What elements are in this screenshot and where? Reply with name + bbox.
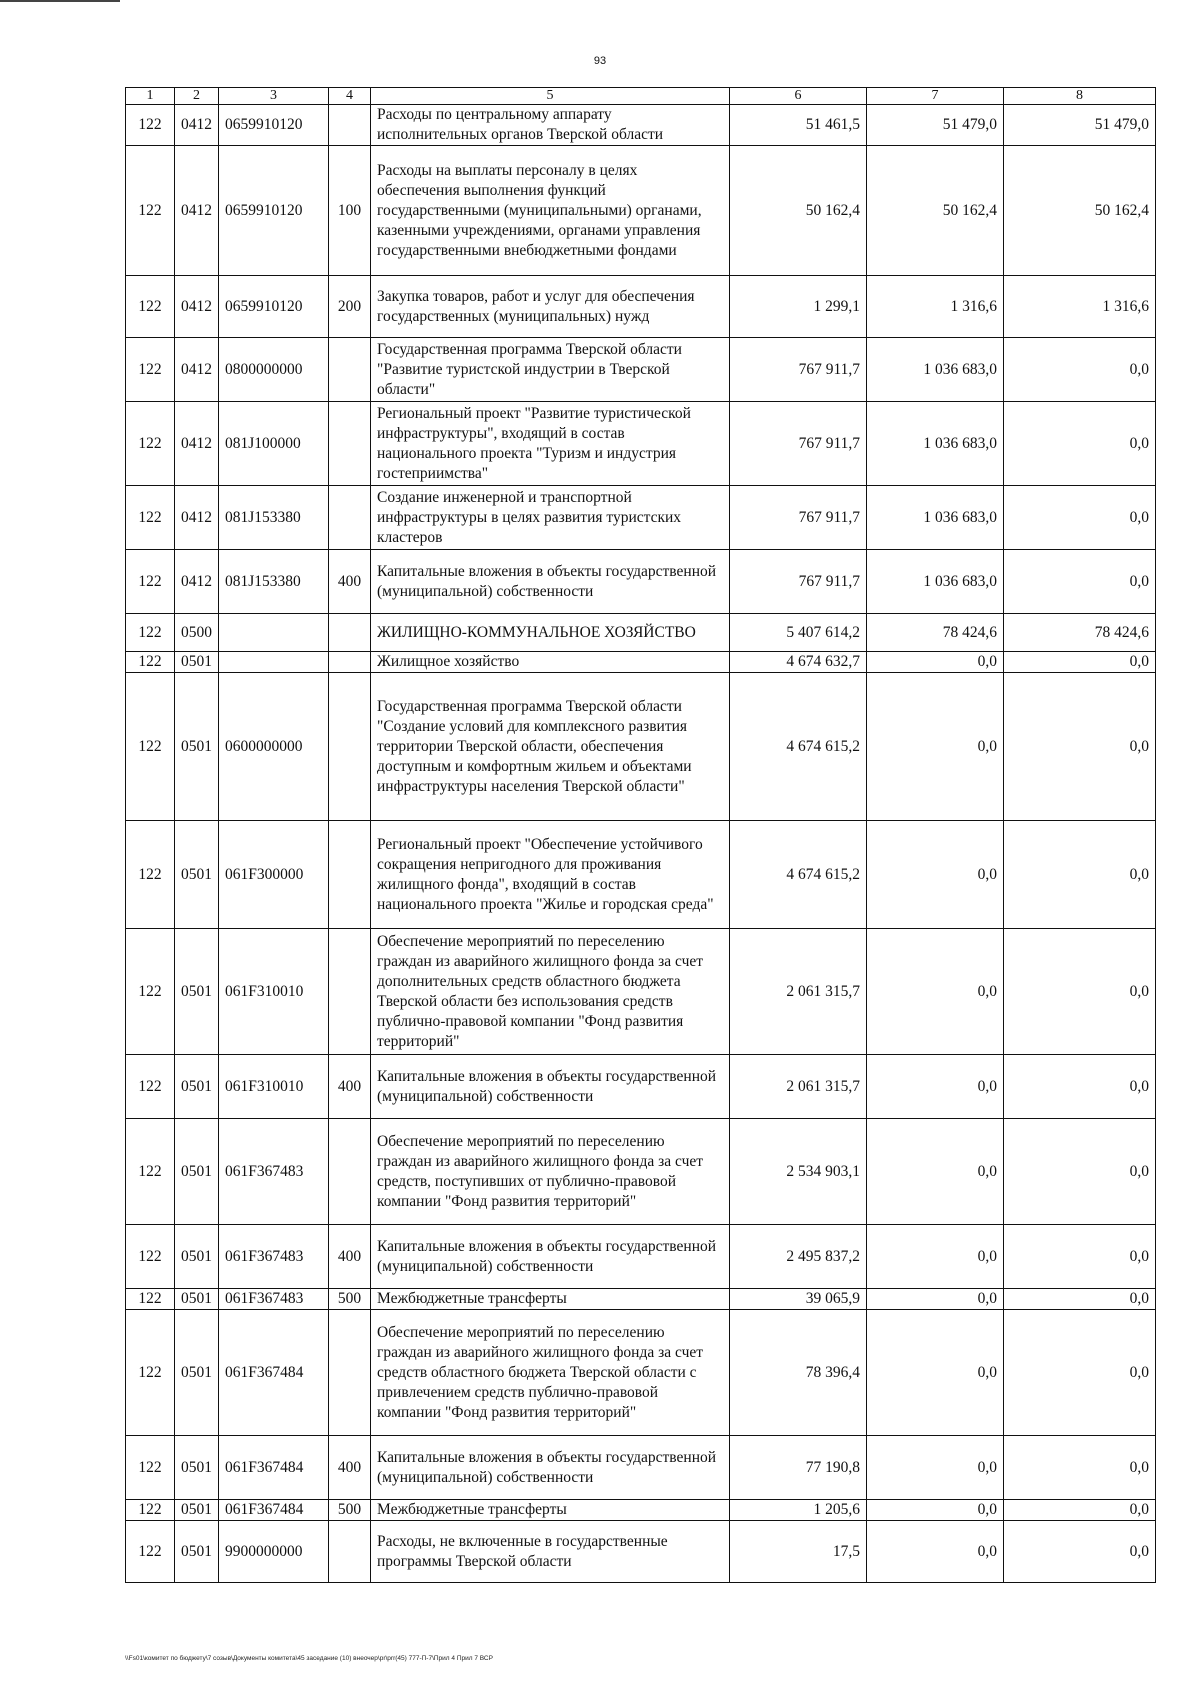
cell-target-article: 081J100000	[219, 402, 329, 486]
cell-section: 0412	[175, 486, 219, 550]
cell-target-article: 0600000000	[219, 673, 329, 821]
cell-amount-col7: 1 316,6	[867, 276, 1004, 338]
cell-description: Капитальные вложения в объекты государственной (муниципальной) собственности	[371, 1436, 730, 1500]
cell-description: Государственная программа Тверской области "Создание условий для комплексного развития территории Тверской области, обеспечения доступным и комфортным жильем и объектами инфраструктуры населения Тверской области"	[371, 673, 730, 821]
cell-section: 0501	[175, 1500, 219, 1521]
cell-amount-col6: 767 911,7	[730, 550, 867, 614]
table-row	[126, 1500, 1156, 1521]
cell-amount-col6: 2 495 837,2	[730, 1225, 867, 1289]
cell-amount-col7: 0,0	[867, 1500, 1004, 1521]
cell-description: Жилищное хозяйство	[371, 652, 730, 673]
cell-expense-type	[329, 1521, 371, 1583]
cell-section: 0501	[175, 1289, 219, 1310]
cell-section: 0501	[175, 929, 219, 1055]
cell-expense-type: 400	[329, 1225, 371, 1289]
cell-amount-col7: 50 162,4	[867, 146, 1004, 276]
cell-amount-col6: 1 299,1	[730, 276, 867, 338]
cell-description: Расходы на выплаты персоналу в целях обеспечения выполнения функций государственными (муниципальными) органами, казенными учреждениями, органами управления государственными внебюджетными фондами	[371, 146, 730, 276]
cell-description: ЖИЛИЩНО-КОММУНАЛЬНОЕ ХОЗЯЙСТВО	[371, 614, 730, 652]
table-row	[126, 1119, 1156, 1225]
cell-description: Межбюджетные трансферты	[371, 1289, 730, 1310]
table-row	[126, 105, 1156, 146]
cell-ministry: 122	[126, 105, 175, 146]
page-number: 93	[593, 55, 607, 67]
cell-section: 0412	[175, 550, 219, 614]
cell-target-article: 0659910120	[219, 146, 329, 276]
cell-description: Обеспечение мероприятий по переселению граждан из аварийного жилищного фонда за счет дополнительных средств областного бюджета Тверской области без использования средств публично-правовой компании "Фонд развития территорий"	[371, 929, 730, 1055]
cell-ministry: 122	[126, 1521, 175, 1583]
col-header: 4	[329, 88, 371, 105]
cell-expense-type	[329, 652, 371, 673]
cell-amount-col8: 0,0	[1004, 821, 1156, 929]
cell-amount-col6: 2 061 315,7	[730, 929, 867, 1055]
cell-amount-col7: 0,0	[867, 1521, 1004, 1583]
cell-amount-col6: 2 534 903,1	[730, 1119, 867, 1225]
table-header-row	[126, 88, 1156, 105]
cell-amount-col7: 0,0	[867, 652, 1004, 673]
table-row	[126, 929, 1156, 1055]
cell-amount-col8: 0,0	[1004, 673, 1156, 821]
cell-target-article	[219, 614, 329, 652]
table-row	[126, 614, 1156, 652]
cell-ministry: 122	[126, 673, 175, 821]
cell-amount-col6: 5 407 614,2	[730, 614, 867, 652]
cell-ministry: 122	[126, 1310, 175, 1436]
cell-amount-col7: 0,0	[867, 1436, 1004, 1500]
cell-target-article: 061F367483	[219, 1289, 329, 1310]
table-row	[126, 1521, 1156, 1583]
cell-target-article: 061F367483	[219, 1225, 329, 1289]
cell-amount-col8: 0,0	[1004, 1521, 1156, 1583]
cell-amount-col8: 0,0	[1004, 1055, 1156, 1119]
cell-amount-col6: 1 205,6	[730, 1500, 867, 1521]
cell-target-article: 0659910120	[219, 276, 329, 338]
cell-expense-type	[329, 402, 371, 486]
cell-amount-col8: 0,0	[1004, 1119, 1156, 1225]
table-row	[126, 402, 1156, 486]
cell-amount-col8: 0,0	[1004, 486, 1156, 550]
cell-ministry: 122	[126, 402, 175, 486]
table-row	[126, 821, 1156, 929]
cell-target-article: 081J153380	[219, 486, 329, 550]
cell-expense-type: 400	[329, 1055, 371, 1119]
cell-section: 0501	[175, 821, 219, 929]
cell-ministry: 122	[126, 1055, 175, 1119]
cell-expense-type	[329, 614, 371, 652]
cell-amount-col8: 51 479,0	[1004, 105, 1156, 146]
cell-target-article: 061F300000	[219, 821, 329, 929]
col-header: 3	[219, 88, 329, 105]
cell-ministry: 122	[126, 614, 175, 652]
cell-section: 0501	[175, 1119, 219, 1225]
cell-ministry: 122	[126, 338, 175, 402]
cell-section: 0501	[175, 1225, 219, 1289]
cell-expense-type	[329, 673, 371, 821]
col-header: 6	[730, 88, 867, 105]
cell-amount-col6: 17,5	[730, 1521, 867, 1583]
cell-ministry: 122	[126, 550, 175, 614]
cell-ministry: 122	[126, 1119, 175, 1225]
cell-expense-type	[329, 338, 371, 402]
cell-target-article: 061F367483	[219, 1119, 329, 1225]
cell-amount-col6: 77 190,8	[730, 1436, 867, 1500]
cell-section: 0412	[175, 338, 219, 402]
cell-amount-col6: 767 911,7	[730, 338, 867, 402]
cell-amount-col7: 0,0	[867, 1055, 1004, 1119]
cell-description: Обеспечение мероприятий по переселению граждан из аварийного жилищного фонда за счет средств областного бюджета Тверской области с привлечением средств публично-правовой компании "Фонд развития территорий"	[371, 1310, 730, 1436]
cell-expense-type	[329, 821, 371, 929]
cell-description: Капитальные вложения в объекты государственной (муниципальной) собственности	[371, 1225, 730, 1289]
cell-amount-col8: 0,0	[1004, 550, 1156, 614]
table-row	[126, 486, 1156, 550]
cell-amount-col7: 0,0	[867, 929, 1004, 1055]
cell-section: 0501	[175, 1310, 219, 1436]
cell-amount-col6: 4 674 632,7	[730, 652, 867, 673]
cell-target-article: 0800000000	[219, 338, 329, 402]
scan-edge-mark	[0, 0, 120, 2]
cell-amount-col7: 0,0	[867, 1289, 1004, 1310]
cell-section: 0500	[175, 614, 219, 652]
cell-section: 0412	[175, 146, 219, 276]
table-row	[126, 1225, 1156, 1289]
cell-amount-col6: 4 674 615,2	[730, 821, 867, 929]
cell-expense-type	[329, 105, 371, 146]
cell-description: Расходы, не включенные в государственные программы Тверской области	[371, 1521, 730, 1583]
cell-section: 0501	[175, 1436, 219, 1500]
cell-amount-col6: 2 061 315,7	[730, 1055, 867, 1119]
cell-amount-col8: 1 316,6	[1004, 276, 1156, 338]
cell-section: 0501	[175, 652, 219, 673]
cell-description: Государственная программа Тверской области "Развитие туристской индустрии в Тверской области"	[371, 338, 730, 402]
cell-amount-col8: 0,0	[1004, 1436, 1156, 1500]
cell-expense-type	[329, 486, 371, 550]
cell-amount-col7: 1 036 683,0	[867, 402, 1004, 486]
cell-target-article	[219, 652, 329, 673]
cell-target-article: 061F310010	[219, 1055, 329, 1119]
cell-ministry: 122	[126, 1500, 175, 1521]
cell-amount-col7: 0,0	[867, 1119, 1004, 1225]
cell-amount-col7: 78 424,6	[867, 614, 1004, 652]
col-header: 5	[371, 88, 730, 105]
cell-amount-col7: 1 036 683,0	[867, 486, 1004, 550]
cell-amount-col8: 0,0	[1004, 929, 1156, 1055]
table-row	[126, 276, 1156, 338]
cell-amount-col6: 39 065,9	[730, 1289, 867, 1310]
cell-expense-type: 400	[329, 1436, 371, 1500]
cell-description: Расходы по центральному аппарату исполнительных органов Тверской области	[371, 105, 730, 146]
cell-amount-col7: 51 479,0	[867, 105, 1004, 146]
cell-amount-col8: 0,0	[1004, 1225, 1156, 1289]
table-row	[126, 1310, 1156, 1436]
cell-amount-col8: 0,0	[1004, 1289, 1156, 1310]
cell-amount-col8: 0,0	[1004, 402, 1156, 486]
cell-target-article: 061F310010	[219, 929, 329, 1055]
col-header: 8	[1004, 88, 1156, 105]
cell-description: Закупка товаров, работ и услуг для обеспечения государственных (муниципальных) нужд	[371, 276, 730, 338]
cell-amount-col6: 51 461,5	[730, 105, 867, 146]
cell-amount-col7: 0,0	[867, 821, 1004, 929]
budget-table	[125, 87, 1156, 1583]
cell-expense-type: 400	[329, 550, 371, 614]
cell-description: Обеспечение мероприятий по переселению граждан из аварийного жилищного фонда за счет средств, поступивших от публично-правовой компании "Фонд развития территорий"	[371, 1119, 730, 1225]
table-row	[126, 652, 1156, 673]
cell-target-article: 061F367484	[219, 1436, 329, 1500]
table-row	[126, 673, 1156, 821]
cell-amount-col7: 1 036 683,0	[867, 338, 1004, 402]
table-row	[126, 1289, 1156, 1310]
cell-target-article: 0659910120	[219, 105, 329, 146]
cell-expense-type: 200	[329, 276, 371, 338]
cell-expense-type	[329, 929, 371, 1055]
cell-section: 0412	[175, 105, 219, 146]
cell-amount-col8: 78 424,6	[1004, 614, 1156, 652]
cell-ministry: 122	[126, 1289, 175, 1310]
cell-description: Создание инженерной и транспортной инфраструктуры в целях развития туристских кластеров	[371, 486, 730, 550]
cell-expense-type: 100	[329, 146, 371, 276]
cell-amount-col7: 0,0	[867, 1225, 1004, 1289]
cell-target-article: 9900000000	[219, 1521, 329, 1583]
cell-section: 0501	[175, 1055, 219, 1119]
cell-section: 0412	[175, 276, 219, 338]
cell-amount-col8: 0,0	[1004, 1310, 1156, 1436]
cell-ministry: 122	[126, 652, 175, 673]
cell-amount-col8: 0,0	[1004, 652, 1156, 673]
table-row	[126, 1436, 1156, 1500]
cell-section: 0501	[175, 1521, 219, 1583]
cell-section: 0412	[175, 402, 219, 486]
cell-ministry: 122	[126, 1436, 175, 1500]
cell-ministry: 122	[126, 821, 175, 929]
cell-ministry: 122	[126, 929, 175, 1055]
cell-amount-col8: 0,0	[1004, 338, 1156, 402]
cell-amount-col7: 0,0	[867, 1310, 1004, 1436]
table-row	[126, 1055, 1156, 1119]
cell-ministry: 122	[126, 146, 175, 276]
cell-description: Капитальные вложения в объекты государственной (муниципальной) собственности	[371, 550, 730, 614]
cell-expense-type	[329, 1310, 371, 1436]
cell-description: Региональный проект "Развитие туристической инфраструктуры", входящий в состав национального проекта "Туризм и индустрия гостеприимства"	[371, 402, 730, 486]
file-path-footer: \\Fs01\комитет по бюджету\7 созыв\Документы комитета\45 заседание (10) внеочер\pr\prr(45) 777-П-7\Прил 4 Прил 7 ВСР	[125, 1655, 493, 1662]
cell-amount-col8: 0,0	[1004, 1500, 1156, 1521]
cell-amount-col6: 78 396,4	[730, 1310, 867, 1436]
table-row	[126, 550, 1156, 614]
cell-target-article: 061F367484	[219, 1500, 329, 1521]
cell-amount-col6: 767 911,7	[730, 486, 867, 550]
cell-amount-col6: 50 162,4	[730, 146, 867, 276]
cell-amount-col6: 4 674 615,2	[730, 673, 867, 821]
cell-expense-type: 500	[329, 1500, 371, 1521]
cell-expense-type: 500	[329, 1289, 371, 1310]
col-header: 2	[175, 88, 219, 105]
cell-section: 0501	[175, 673, 219, 821]
cell-ministry: 122	[126, 486, 175, 550]
col-header: 1	[126, 88, 175, 105]
cell-amount-col8: 50 162,4	[1004, 146, 1156, 276]
table-row	[126, 338, 1156, 402]
col-header: 7	[867, 88, 1004, 105]
cell-description: Капитальные вложения в объекты государственной (муниципальной) собственности	[371, 1055, 730, 1119]
table-row	[126, 146, 1156, 276]
cell-ministry: 122	[126, 276, 175, 338]
cell-target-article: 061F367484	[219, 1310, 329, 1436]
cell-amount-col7: 0,0	[867, 673, 1004, 821]
cell-ministry: 122	[126, 1225, 175, 1289]
cell-description: Межбюджетные трансферты	[371, 1500, 730, 1521]
cell-amount-col7: 1 036 683,0	[867, 550, 1004, 614]
cell-target-article: 081J153380	[219, 550, 329, 614]
cell-expense-type	[329, 1119, 371, 1225]
cell-description: Региональный проект "Обеспечение устойчивого сокращения непригодного для проживания жилищного фонда", входящий в состав национального проекта "Жилье и городская среда"	[371, 821, 730, 929]
cell-amount-col6: 767 911,7	[730, 402, 867, 486]
